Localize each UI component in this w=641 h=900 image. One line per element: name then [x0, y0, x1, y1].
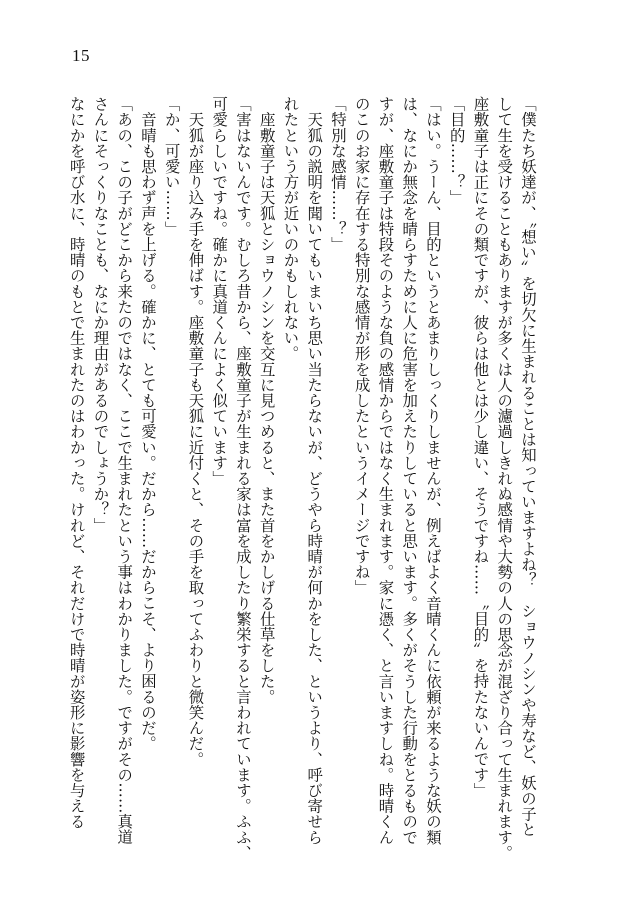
text-line: 「目的……？」	[447, 96, 466, 206]
text-line: なにかを呼び水に、時晴のもとで生まれたのはわかった。けれど、それだけで時晴が姿形に影響を与える	[67, 96, 86, 830]
page-number: 15	[72, 46, 90, 65]
text-line: 天狐が座り込み手を伸ばす。座敷童子も天狐に近付くと、その手を取ってふわりと微笑んだ。	[186, 96, 205, 767]
text-line: すが、座敷童子は特段そのような負の感情からではなく生まれます。家に憑く、と言いますしね。時晴くん	[376, 96, 395, 845]
text-line: 「特別な感情……？」	[329, 96, 347, 252]
text-line: 「僕たち妖達が、〝想い〟を切欠に生まれることは知っていますよね？ ショウノシンや寿など、妖の子と	[519, 96, 537, 838]
text-line: 座敷童子は正にその類ですが、彼らは他とは少し違い、そうですね……〝目的〟を持たないんです」	[471, 96, 490, 798]
text-line: れたという方が近いのかもしれない。	[281, 96, 300, 362]
text-line: 「害はないんです。むしろ昔から、座敷童子が生まれる家は富を成したり繁栄すると言われています。ふふ、	[234, 96, 252, 861]
novel-text-block	[66, 96, 541, 876]
text-line: 「はい。うーん、目的というとあまりしっくりしませんが、例えばよく音晴くんに依頼が来るような妖の類	[424, 96, 442, 845]
text-line: 天狐の説明を聞いてもいまいち思い当たらないが、どうやら時晴が何かをした、というより、呼び寄せら	[305, 96, 324, 845]
text-line: 「あの、この子がどこから来たのではなく、ここで生まれたという事はわかりました。ですがその……真道	[115, 96, 134, 845]
text-line: 音晴も思わず声を上げる。確かに、とても可愛い。だから……だからこそ、より困るのだ。	[139, 96, 157, 752]
text-line: さんにそっくりなことも、なにか理由があるのでしょうか？」	[91, 96, 110, 533]
text-line: して生を受けることもありますが多くは人の濾過しきれぬ感情や大勢の人の思念が混ざり合って生まれます。	[495, 96, 514, 861]
text-line: は、なにか無念を晴らすために人に危害を加えたりしていると思います。多くがそうした行動をとるもので	[400, 96, 419, 845]
text-line: 「か、可愛い……」	[162, 96, 181, 237]
text-line: 可愛らしいですね。確かに真道くんによく似ています」	[210, 96, 229, 486]
text-line: 座敷童子は天狐とショウノシンを交互に見つめると、また首をかしげる仕草をした。	[257, 96, 276, 705]
text-line: のこのお家に存在する特別な感情が形を成したというイメージですね」	[352, 96, 371, 596]
